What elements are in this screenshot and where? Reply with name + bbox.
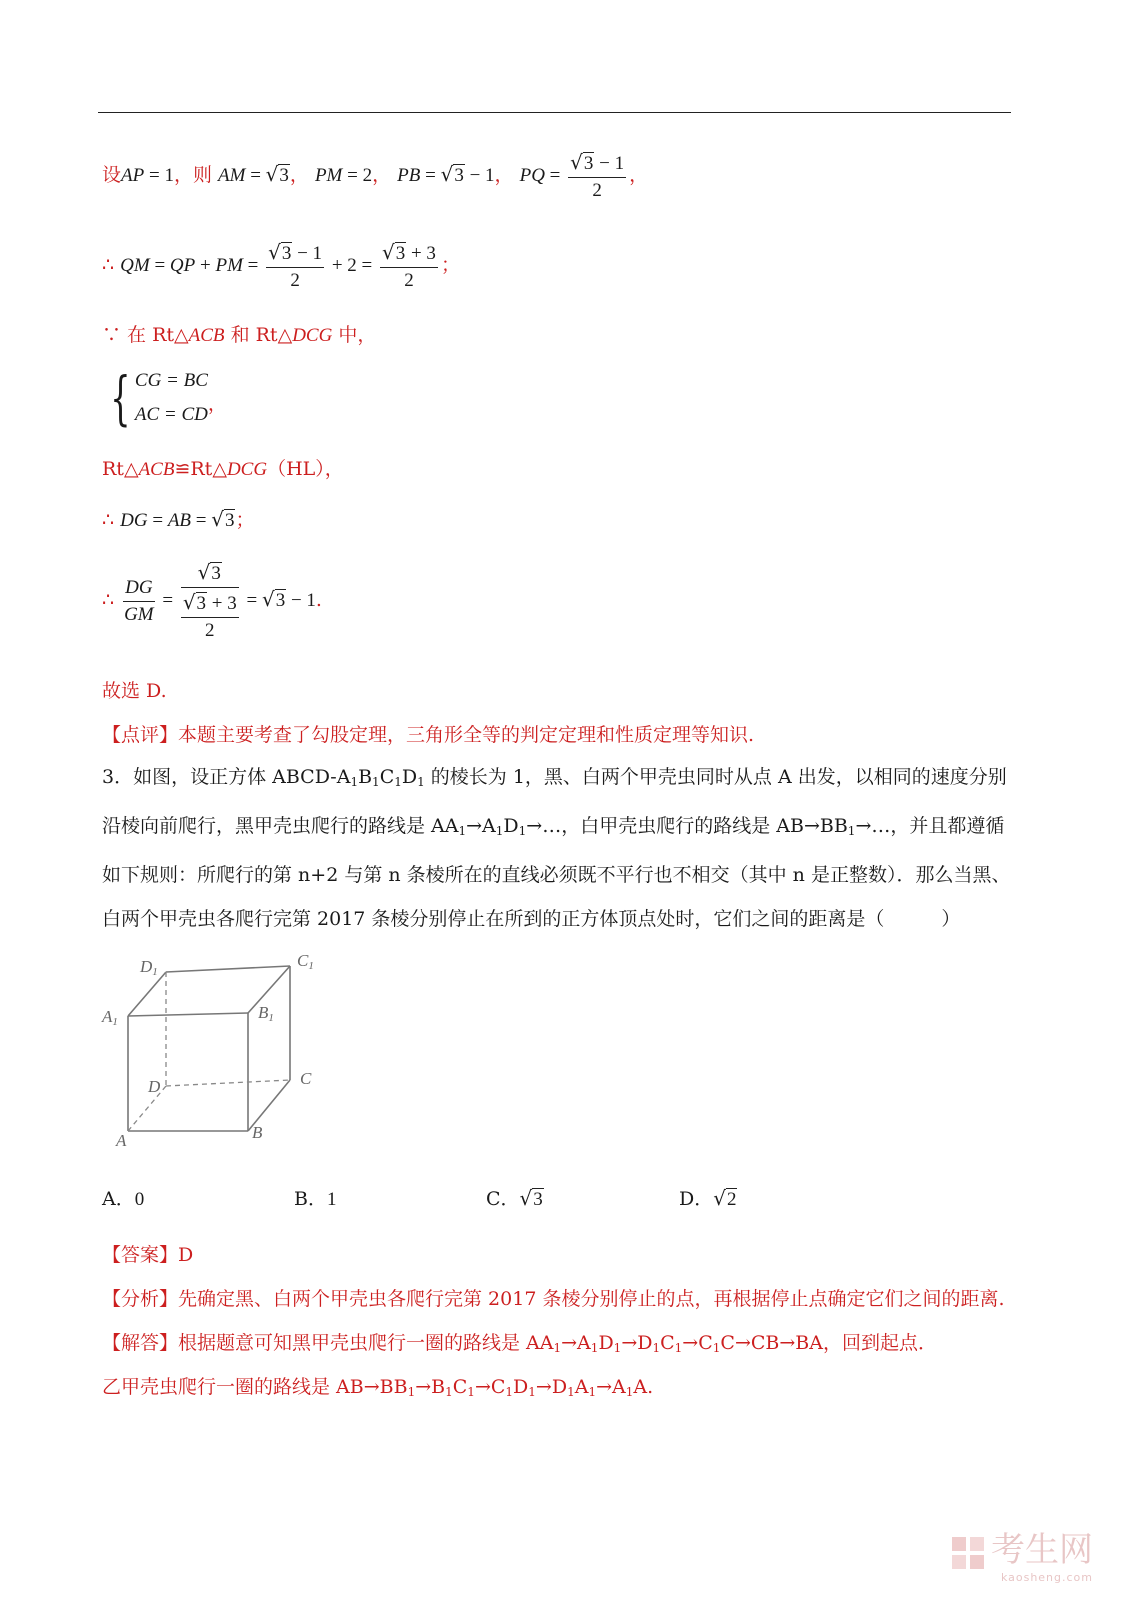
fraction: $\frac{√3 - 1}{2}$	[570, 150, 625, 201]
option-d[interactable]: D．√2	[679, 1186, 737, 1210]
text-she: 设	[102, 164, 122, 186]
watermark	[951, 1522, 1093, 1584]
choice-conclusion: 故选 D.	[102, 680, 167, 702]
equation-line-2: ∴ QM = QP + PM = $\frac{√3 - 1}{2}$ + 2 = $\frac{√3 + 3}{2}$ ；	[102, 240, 460, 291]
edge-a1-d1	[128, 972, 166, 1016]
label-c1: C1	[297, 951, 314, 972]
edge-b1-c1	[248, 966, 290, 1013]
edge-d-a	[128, 1086, 166, 1131]
cube-figure	[100, 948, 340, 1148]
edge-a1-b1	[128, 1013, 248, 1016]
complex-fraction: $\frac{√3}{\frac{√3 + 3}{2}}$	[182, 560, 237, 641]
watermark-name: 考生网	[991, 1530, 1093, 1570]
equation-line-7: ∴ $\frac{DG}{GM}$ = $\frac{√3}{\frac{√3 + 3}{2}}$ = √3 − 1.	[102, 560, 322, 641]
label-b: B	[252, 1123, 263, 1142]
label-a: A	[116, 1131, 127, 1148]
fraction: $\frac{√3 - 1}{2}$	[268, 240, 323, 291]
question-3: 3．如图，设正方体 ABCD-$A_1B_1C_1D_1$ 的棱长为 1，黑、白两个甲壳虫同时从点 A 出发，以相同的速度分别沿棱向前爬行，黑甲壳虫爬行的路线是 $AA_1\to A_1D_1\to\dots$，白甲壳虫爬行的路线是 $AB\to BB_1\to\dots$，并且都遵循如下规则：所爬行的第 n+2 与第 n 条棱所在的直线必须既不平行也不相交（其中 n 是正整数）．那么当黑、白两个甲壳虫各爬行完第 2017 条棱分别停止在所到的正方体顶点处时，它们之间的距离是（ ）	[102, 766, 1011, 930]
watermark-logo-icon	[951, 1536, 985, 1570]
congruence-line: Rt△ACB≌Rt△DCG（HL），	[102, 458, 344, 480]
edge-d1-c1	[166, 966, 290, 972]
label-d: D	[148, 1077, 161, 1096]
analysis-line: 【分析】先确定黑、白两个甲壳虫各爬行完第 2017 条棱分别停止的点，再根据停止点确定它们之间的距离.	[102, 1288, 1005, 1310]
comment-tag: 【点评】	[102, 724, 179, 746]
label-a1: A1	[102, 1007, 118, 1028]
sqrt: √3	[211, 507, 235, 531]
solution-tag: 【解答】	[102, 1332, 179, 1354]
header-rule	[98, 112, 1011, 113]
option-c[interactable]: C．√3	[486, 1186, 543, 1210]
answer-tag: 【答案】	[102, 1244, 179, 1266]
edge-d-c	[166, 1080, 290, 1086]
equation-line-1: 设AP = 1，则 AM = √3， PM = 2， PB = √3 − 1， PQ = $\frac{√3 - 1}{2}$ ，	[102, 150, 649, 201]
fraction: $\frac{DG}{GM}$	[124, 576, 154, 625]
because-line: ∵ 在 Rt△ACB 和 Rt△DCG 中，	[102, 324, 377, 346]
solution-line: 【解答】根据题意可知黑甲壳虫爬行一圈的路线是 $AA_1\to A_1D_1\to D_1C_1\to C_1C\to CB\to BA$，回到起点．	[102, 1332, 937, 1355]
sqrt: √3	[440, 162, 464, 186]
equation-line-6: ∴ DG = AB = √3；	[102, 507, 255, 531]
label-c: C	[300, 1069, 312, 1088]
label-d1: D1	[140, 957, 158, 978]
option-a[interactable]: A．0	[102, 1188, 145, 1210]
watermark-site: kaosheng.com	[1000, 1571, 1093, 1584]
option-b[interactable]: B．1	[294, 1188, 337, 1210]
answer-line: 【答案】D	[102, 1244, 194, 1266]
label-b1: B1	[258, 1003, 274, 1024]
comment-line: 【点评】本题主要考查了勾股定理，三角形全等的判定定理和性质定理等知识.	[102, 724, 755, 746]
sqrt: √3	[261, 587, 286, 611]
left-brace: {	[110, 364, 131, 432]
equation-system: { CG = BC AC = CD ，	[110, 364, 227, 432]
analysis-tag: 【分析】	[102, 1288, 179, 1310]
therefore-symbol: ∴	[102, 254, 115, 276]
fraction: $\frac{√3 + 3}{2}$	[382, 240, 436, 291]
sqrt: √3	[265, 162, 289, 186]
because-symbol: ∵	[102, 324, 122, 346]
second-route-line: 乙甲壳虫爬行一圈的路线是 $AB\to BB_1\to B_1C_1\to C_1D_1\to D_1A_1\to A_1A$.	[102, 1376, 654, 1399]
